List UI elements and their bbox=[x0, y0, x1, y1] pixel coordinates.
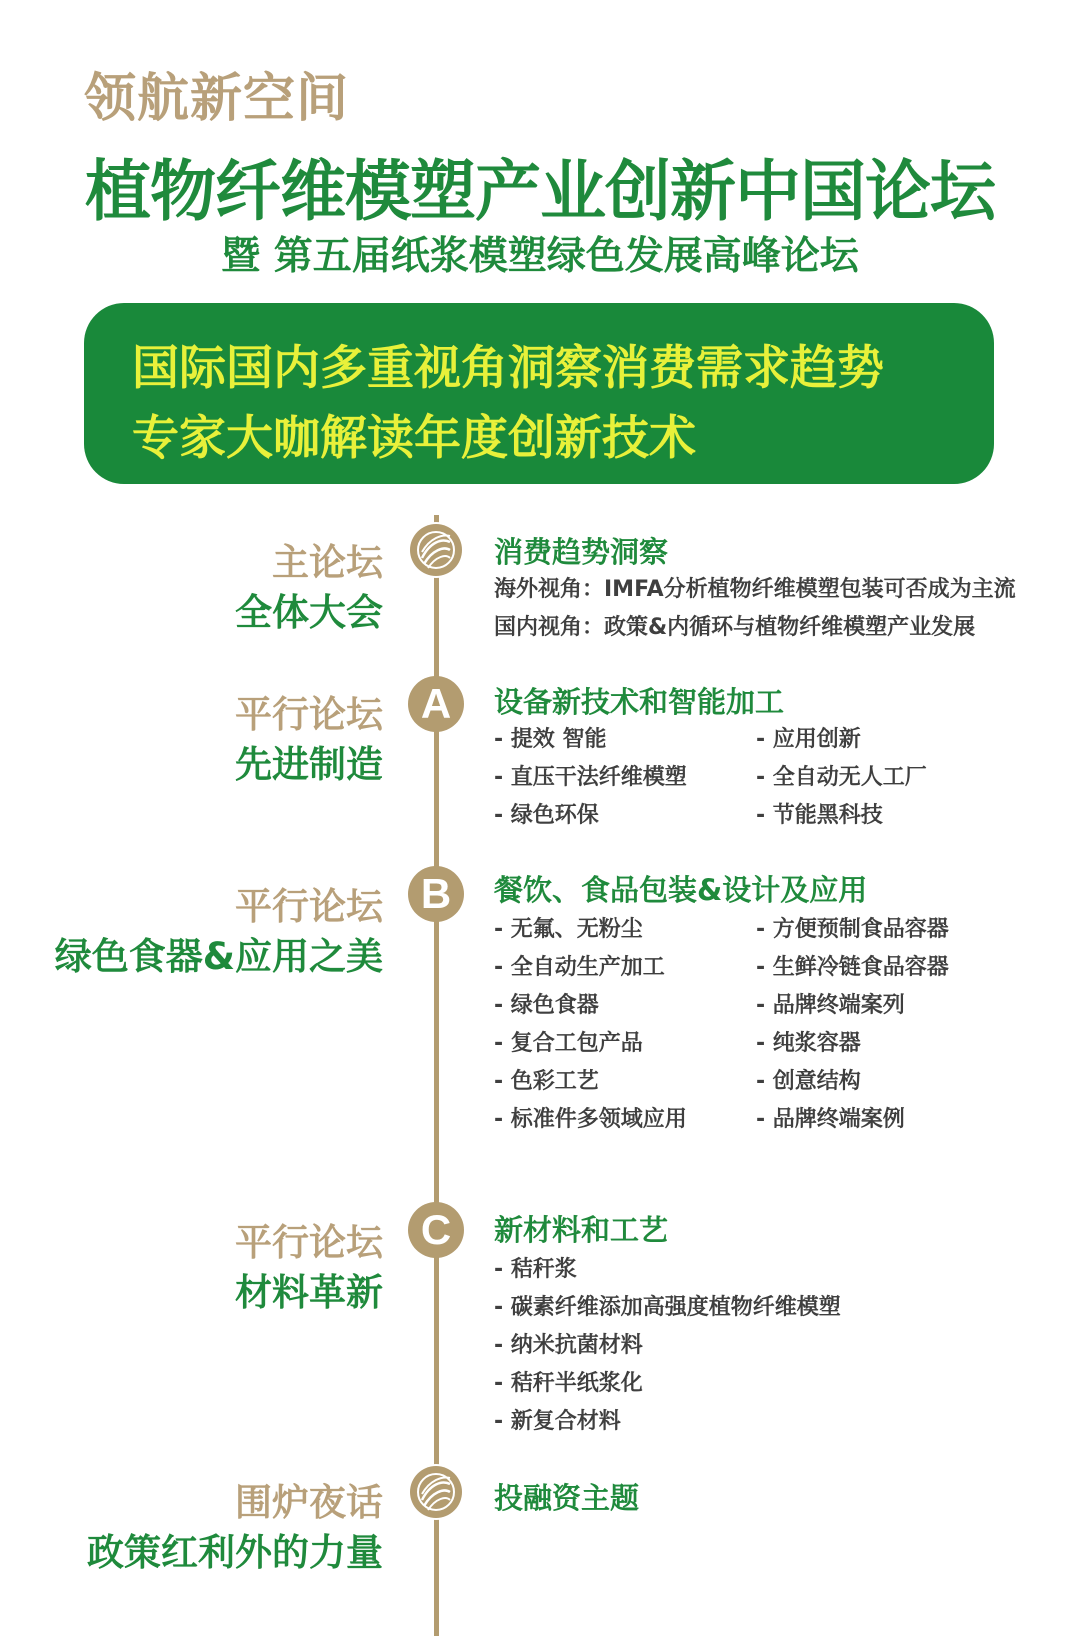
list-item: - 纳米抗菌材料 bbox=[494, 1333, 643, 1358]
section-label-primary: 围炉夜话 bbox=[235, 1481, 383, 1524]
section-label-secondary: 全体大会 bbox=[235, 591, 383, 634]
section-topic: 餐饮、食品包装&设计及应用 bbox=[494, 873, 868, 907]
section-label-secondary: 材料革新 bbox=[235, 1271, 383, 1314]
section-label-primary: 主论坛 bbox=[272, 541, 383, 584]
marker-b-icon: B bbox=[408, 866, 464, 922]
list-item: - 秸秆浆 bbox=[494, 1257, 577, 1282]
swirl-icon bbox=[408, 522, 464, 578]
section-topic: 设备新技术和智能加工 bbox=[494, 685, 785, 719]
marker-a-icon: A bbox=[408, 676, 464, 732]
list-item: - 直压干法纤维模塑 bbox=[494, 765, 687, 790]
list-item: - 节能黑科技 bbox=[756, 803, 883, 828]
list-item: - 无氟、无粉尘 bbox=[494, 917, 643, 942]
section-label-primary: 平行论坛 bbox=[235, 693, 383, 736]
list-item: - 品牌终端案例 bbox=[756, 1107, 905, 1132]
section-label-primary: 平行论坛 bbox=[235, 1221, 383, 1264]
list-item: - 绿色食器 bbox=[494, 993, 599, 1018]
list-item: 国内视角：政策&内循环与植物纤维模塑产业发展 bbox=[494, 615, 976, 640]
list-item: - 提效 智能 bbox=[494, 727, 607, 752]
list-item: 海外视角：IMFA分析植物纤维模塑包装可否成为主流 bbox=[494, 577, 1016, 602]
list-item: - 创意结构 bbox=[756, 1069, 861, 1094]
section-label-primary: 平行论坛 bbox=[235, 885, 383, 928]
page-title: 植物纤维模塑产业创新中国论坛 bbox=[85, 153, 995, 230]
list-item: - 碳素纤维添加高强度植物纤维模塑 bbox=[494, 1295, 841, 1320]
highlight-banner bbox=[84, 303, 994, 484]
section-topic: 投融资主题 bbox=[494, 1481, 640, 1515]
list-item: - 应用创新 bbox=[756, 727, 861, 752]
list-item: - 秸秆半纸浆化 bbox=[494, 1371, 643, 1396]
swirl-icon bbox=[408, 1464, 464, 1520]
list-item: - 标准件多领域应用 bbox=[494, 1107, 687, 1132]
list-item: - 绿色环保 bbox=[494, 803, 599, 828]
section-topic: 新材料和工艺 bbox=[494, 1213, 669, 1247]
section-label-secondary: 绿色食器&应用之美 bbox=[54, 935, 383, 978]
page-subtitle: 暨 第五届纸浆模塑绿色发展高峰论坛 bbox=[221, 234, 859, 279]
list-item: - 全自动无人工厂 bbox=[756, 765, 927, 790]
tagline: 领航新空间 bbox=[84, 69, 350, 129]
list-item: - 方便预制食品容器 bbox=[756, 917, 949, 942]
list-item: - 生鲜冷链食品容器 bbox=[756, 955, 949, 980]
list-item: - 复合工包产品 bbox=[494, 1031, 643, 1056]
section-topic: 消费趋势洞察 bbox=[494, 535, 669, 569]
marker-c-icon: C bbox=[408, 1202, 464, 1258]
section-label-secondary: 先进制造 bbox=[235, 743, 383, 786]
list-item: - 新复合材料 bbox=[494, 1409, 621, 1434]
banner-line-1: 国际国内多重视角洞察消费需求趋势 bbox=[132, 341, 884, 396]
list-item: - 全自动生产加工 bbox=[494, 955, 665, 980]
list-item: - 品牌终端案列 bbox=[756, 993, 905, 1018]
banner-line-2: 专家大咖解读年度创新技术 bbox=[132, 411, 696, 466]
list-item: - 纯浆容器 bbox=[756, 1031, 861, 1056]
list-item: - 色彩工艺 bbox=[494, 1069, 599, 1094]
section-label-secondary: 政策红利外的力量 bbox=[87, 1531, 383, 1574]
